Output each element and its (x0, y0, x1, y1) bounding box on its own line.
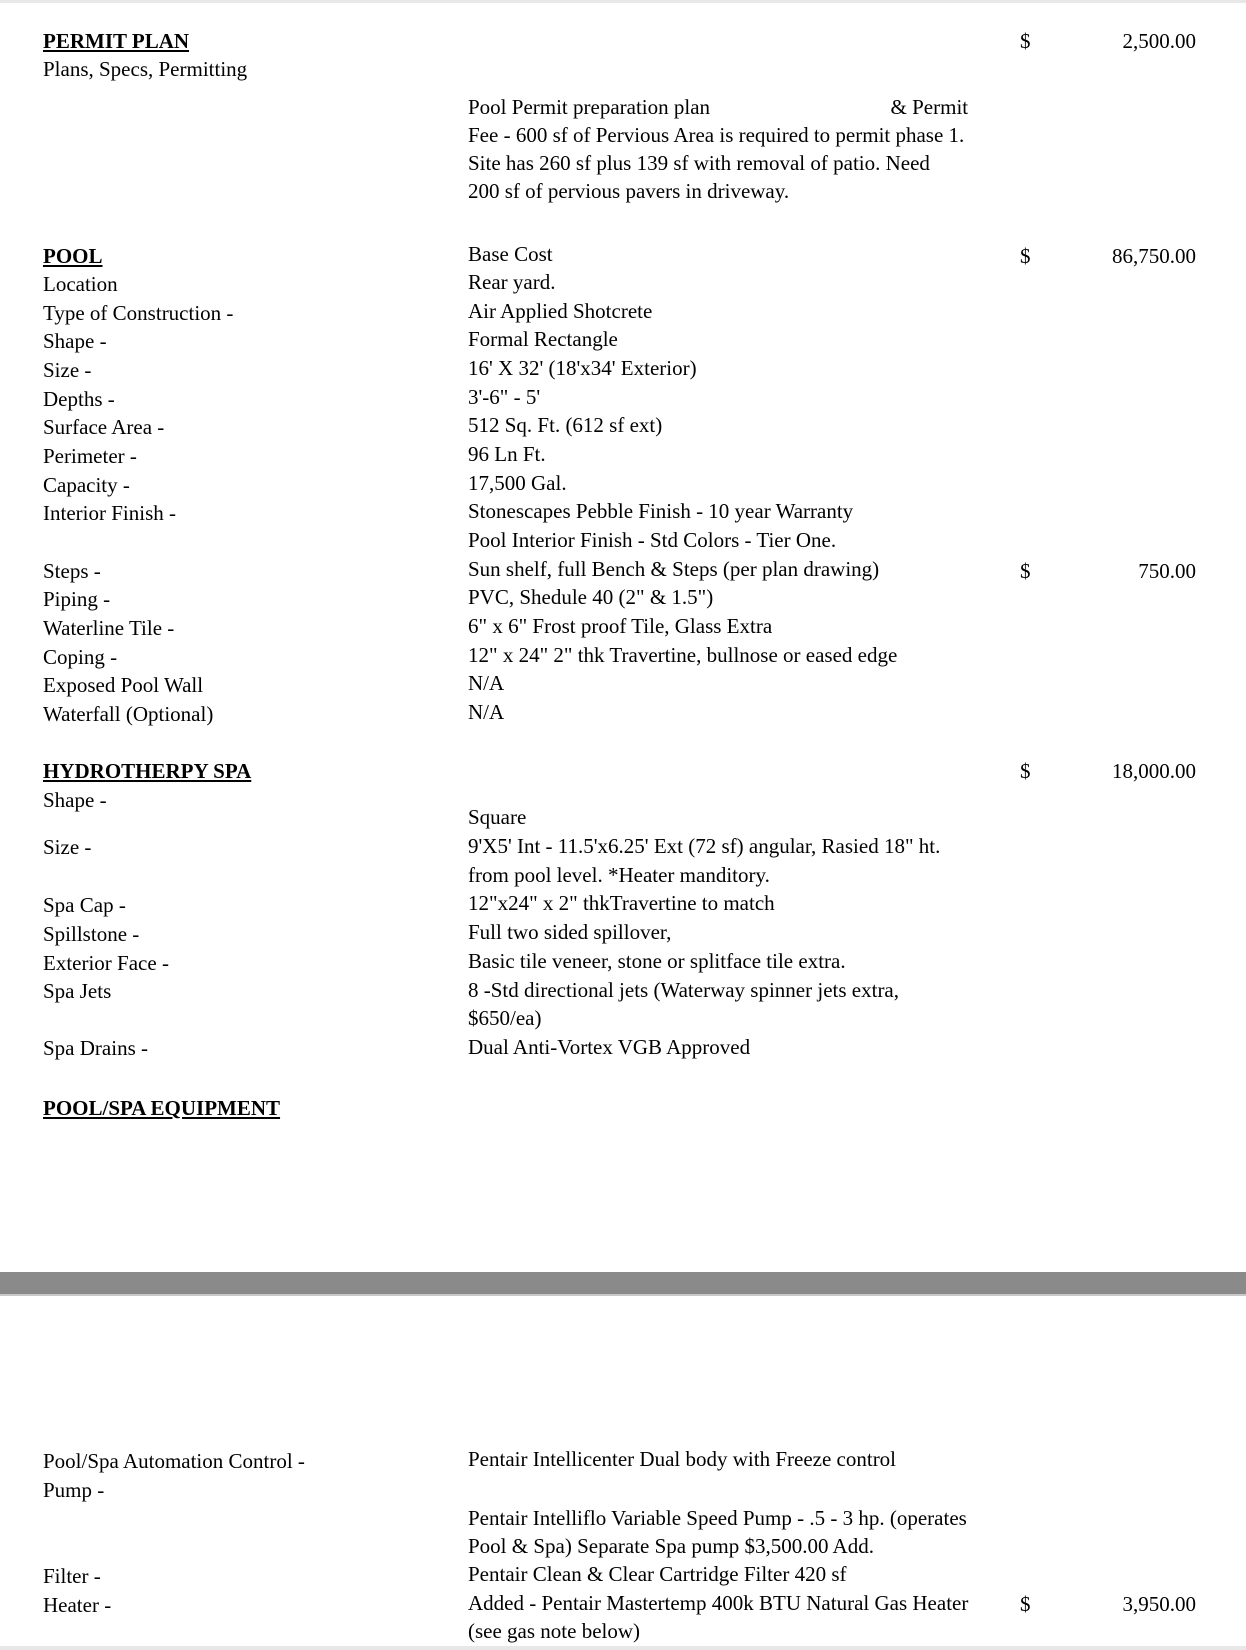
spa-jets-value-2: $650/ea) (468, 1006, 542, 1030)
pool-spec-value: Air Applied Shotcrete (468, 299, 653, 323)
spa-face-label: Exterior Face - (43, 951, 169, 975)
pool-spec-label: Steps - (43, 559, 101, 583)
permit-plan-heading: PERMIT PLAN (43, 29, 190, 53)
equipment-pump-value-1: Pentair Intelliflo Variable Speed Pump - .5 - 3 hp. (operates (468, 1506, 967, 1530)
spa-drains-label: Spa Drains - (43, 1036, 148, 1060)
permit-plan-desc-line2: Fee - 600 sf of Pervious Area is required to permit phase 1. (468, 123, 965, 147)
pool-spec-label: Size - (43, 358, 92, 382)
pool-spec-value: 12" x 24" 2" thk Travertine, bullnose or eased edge (468, 643, 898, 667)
spa-size-value-2: from pool level. *Heater manditory. (468, 863, 770, 887)
spa-cap-value: 12"x24" x 2" thkTravertine to match (468, 891, 775, 915)
pool-spec-value: 512 Sq. Ft. (612 sf ext) (468, 413, 663, 437)
equipment-heater-currency: $ (1020, 1592, 1031, 1616)
pool-spec-value: Formal Rectangle (468, 327, 618, 351)
pool-spec-value: PVC, Shedule 40 (2" & 1.5") (468, 585, 714, 609)
spa-heading: HYDROTHERPY SPA (43, 759, 252, 783)
spa-size-value-1: 9'X5' Int - 11.5'x6.25' Ext (72 sf) angular, Rasied 18" ht. (468, 834, 941, 858)
pool-amount: 86,750.00 (1112, 244, 1196, 268)
pool-spec-label: Interior Finish - (43, 501, 176, 525)
spa-spillstone-value: Full two sided spillover, (468, 920, 672, 944)
pool-steps-currency: $ (1020, 559, 1031, 583)
equipment-pump-value-2: Pool & Spa) Separate Spa pump $3,500.00 Add. (468, 1534, 874, 1558)
spa-jets-value-1: 8 -Std directional jets (Waterway spinner jets extra, (468, 978, 900, 1002)
page-top-edge (0, 0, 1246, 3)
pool-base-cost: Base Cost (468, 242, 553, 266)
pool-spec-label: Coping - (43, 645, 118, 669)
pool-interior-finish-line2: Pool Interior Finish - Std Colors - Tier One. (468, 528, 837, 552)
spa-shape-value: Square (468, 805, 527, 829)
pool-spec-label: Exposed Pool Wall (43, 673, 204, 697)
pool-spec-label: Surface Area - (43, 415, 165, 439)
pool-spec-value: N/A (468, 671, 505, 695)
spa-face-value: Basic tile veneer, stone or splitface tile extra. (468, 949, 846, 973)
spa-spillstone-label: Spillstone - (43, 922, 140, 946)
equipment-filter-value: Pentair Clean & Clear Cartridge Filter 420 sf (468, 1562, 847, 1586)
equipment-heater-value-2: (see gas note below) (468, 1619, 641, 1643)
equipment-heading: POOL/SPA EQUIPMENT (43, 1096, 281, 1120)
equipment-pump-label: Pump - (43, 1478, 105, 1502)
spa-drains-value: Dual Anti-Vortex VGB Approved (468, 1035, 751, 1059)
pool-spec-label: Waterfall (Optional) (43, 702, 214, 726)
page-bottom-edge (0, 1646, 1246, 1650)
pool-spec-label: Depths - (43, 387, 115, 411)
pool-spec-label: Location (43, 272, 118, 296)
pool-spec-label: Waterline Tile - (43, 616, 175, 640)
pool-spec-value: N/A (468, 700, 505, 724)
equipment-filter-label: Filter - (43, 1564, 101, 1588)
pool-spec-value: 16' X 32' (18'x34' Exterior) (468, 356, 697, 380)
spa-shape-label: Shape - (43, 788, 107, 812)
permit-plan-subheading: Plans, Specs, Permitting (43, 57, 248, 81)
pool-spec-value: Rear yard. (468, 270, 556, 294)
pool-currency: $ (1020, 244, 1031, 268)
permit-plan-desc-line1-a: Pool Permit preparation plan (468, 95, 711, 119)
permit-plan-amount: 2,500.00 (1122, 29, 1196, 53)
equipment-heater-value-1: Added - Pentair Mastertemp 400k BTU Natural Gas Heater (468, 1591, 969, 1615)
pool-steps-amount: 750.00 (1138, 559, 1196, 583)
permit-plan-desc-line1-b: & Permit (890, 95, 969, 119)
permit-plan-desc-line4: 200 sf of pervious pavers in driveway. (468, 179, 790, 203)
pool-spec-value: 3'-6" - 5' (468, 385, 541, 409)
pool-spec-label: Type of Construction - (43, 301, 234, 325)
equipment-heater-label: Heater - (43, 1593, 112, 1617)
pool-spec-value: 6" x 6" Frost proof Tile, Glass Extra (468, 614, 773, 638)
spa-cap-label: Spa Cap - (43, 893, 126, 917)
spa-amount: 18,000.00 (1112, 759, 1196, 783)
pool-spec-value: Stonescapes Pebble Finish - 10 year Warranty (468, 499, 854, 523)
pool-heading: POOL (43, 244, 103, 268)
pool-spec-label: Capacity - (43, 473, 130, 497)
pool-spec-value: Sun shelf, full Bench & Steps (per plan drawing) (468, 557, 880, 581)
pool-spec-value: 17,500 Gal. (468, 471, 567, 495)
page-break-separator (0, 1272, 1246, 1294)
pool-spec-label: Piping - (43, 587, 111, 611)
pool-spec-label: Shape - (43, 329, 107, 353)
equipment-heater-amount: 3,950.00 (1122, 1592, 1196, 1616)
equipment-automation-value: Pentair Intellicenter Dual body with Freeze control (468, 1447, 897, 1471)
pool-spec-value: 96 Ln Ft. (468, 442, 546, 466)
spa-size-label: Size - (43, 835, 92, 859)
page-break-shadow (0, 1294, 1246, 1296)
permit-plan-currency: $ (1020, 29, 1031, 53)
spa-jets-label: Spa Jets (43, 979, 112, 1003)
pool-spec-label: Perimeter - (43, 444, 137, 468)
equipment-automation-label: Pool/Spa Automation Control - (43, 1449, 305, 1473)
permit-plan-desc-line3: Site has 260 sf plus 139 sf with removal of patio. Need (468, 151, 930, 175)
permit-plan-desc-line1 (468, 94, 968, 121)
spa-currency: $ (1020, 759, 1031, 783)
